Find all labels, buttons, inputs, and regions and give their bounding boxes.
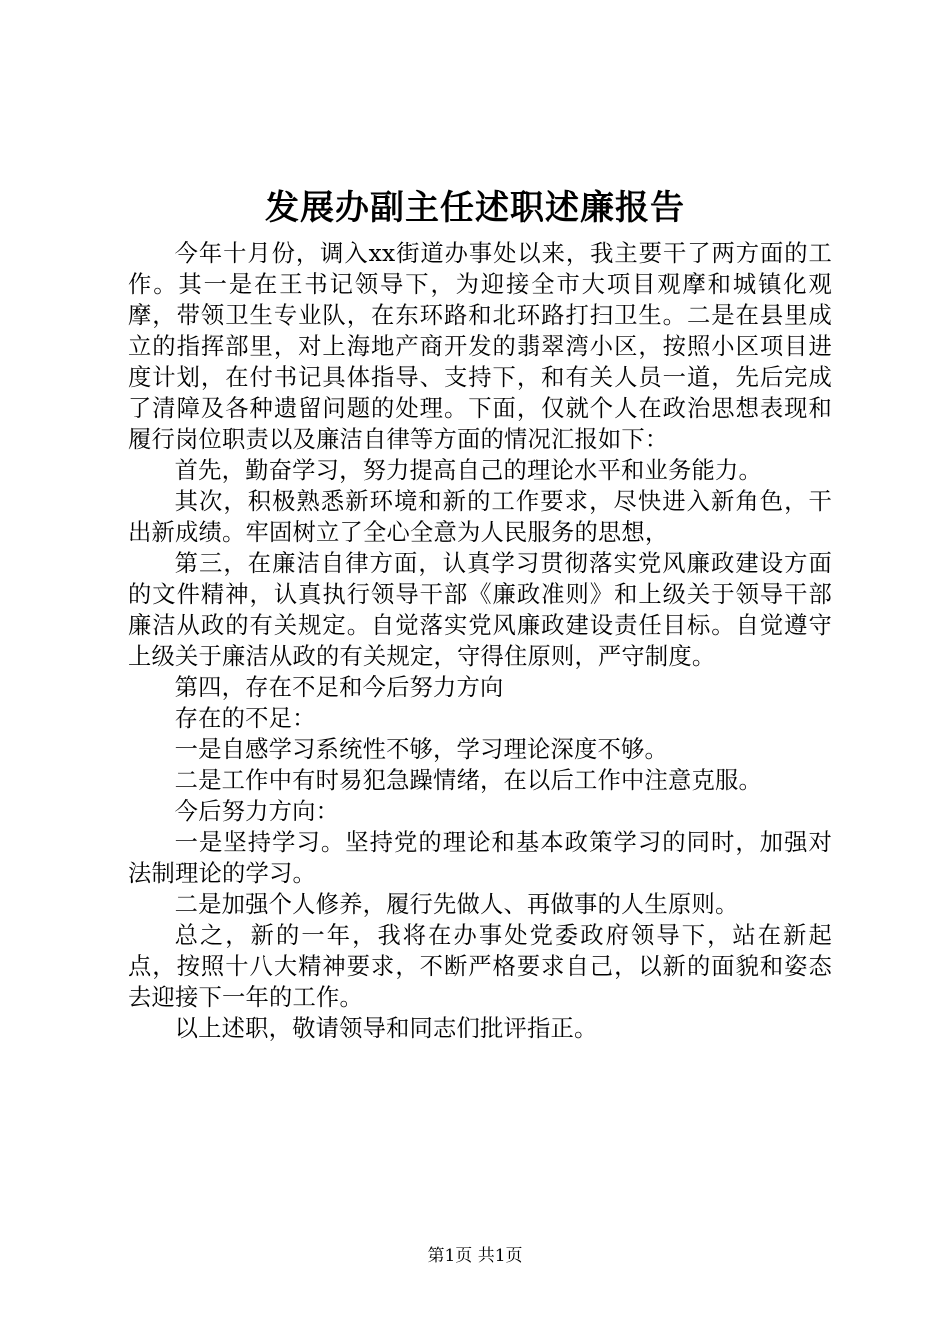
document-title: 发展办副主任述职述廉报告 bbox=[265, 188, 685, 228]
document-body bbox=[128, 238, 832, 1044]
paragraph-new-role: 其次，积极熟悉新环境和新的工作要求，尽快进入新角色，干出新成绩。牢固树立了全心全意为人民服务的思想， bbox=[128, 488, 832, 546]
paragraph-shortcomings-label: 存在的不足： bbox=[174, 705, 316, 732]
paragraph-direction-label: 今后努力方向： bbox=[174, 798, 340, 825]
paragraph-direction-1: 一是坚持学习。坚持党的理论和基本政策学习的同时，加强对法制理论的学习。 bbox=[128, 829, 832, 887]
page-number-footer: 第1页 共1页 bbox=[427, 1246, 523, 1266]
paragraph-intro: 今年十月份，调入xx街道办事处以来，我主要干了两方面的工作。其一是在王书记领导下，为迎接全市大项目观摩和城镇化观摩，带领卫生专业队，在东环路和北环路打扫卫生。二是在县里成立的指挥部里，对上海地产商开发的翡翠湾小区，按照小区项目进度计划，在付书记具体指导、支持下，和有关人员一道，先后完成了清障及各种遗留问题的处理。下面，仅就个人在政治思想表现和履行岗位职责以及廉洁自律等方面的情况汇报如下： bbox=[128, 240, 832, 453]
paragraph-shortcomings-heading: 第四，存在不足和今后努力方向 bbox=[174, 674, 504, 701]
paragraph-shortcoming-1: 一是自感学习系统性不够，学习理论深度不够。 bbox=[174, 736, 669, 763]
paragraph-closing: 以上述职，敬请领导和同志们批评指正。 bbox=[174, 1015, 598, 1042]
paragraph-shortcoming-2: 二是工作中有时易犯急躁情绪，在以后工作中注意克服。 bbox=[174, 767, 763, 794]
paragraph-direction-2: 二是加强个人修养，履行先做人、再做事的人生原则。 bbox=[174, 891, 739, 918]
paragraph-integrity: 第三，在廉洁自律方面，认真学习贯彻落实党风廉政建设方面的文件精神，认真执行领导干部《廉政准则》和上级关于领导干部廉洁从政的有关规定。自觉落实党风廉政建设责任目标。自觉遵守上级关于廉洁从政的有关规定，守得住原则，严守制度。 bbox=[128, 550, 832, 670]
paragraph-study: 首先，勤奋学习，努力提高自己的理论水平和业务能力。 bbox=[174, 457, 763, 484]
paragraph-summary: 总之，新的一年，我将在办事处党委政府领导下，站在新起点，按照十八大精神要求，不断严格要求自己，以新的面貌和姿态去迎接下一年的工作。 bbox=[128, 922, 832, 1011]
